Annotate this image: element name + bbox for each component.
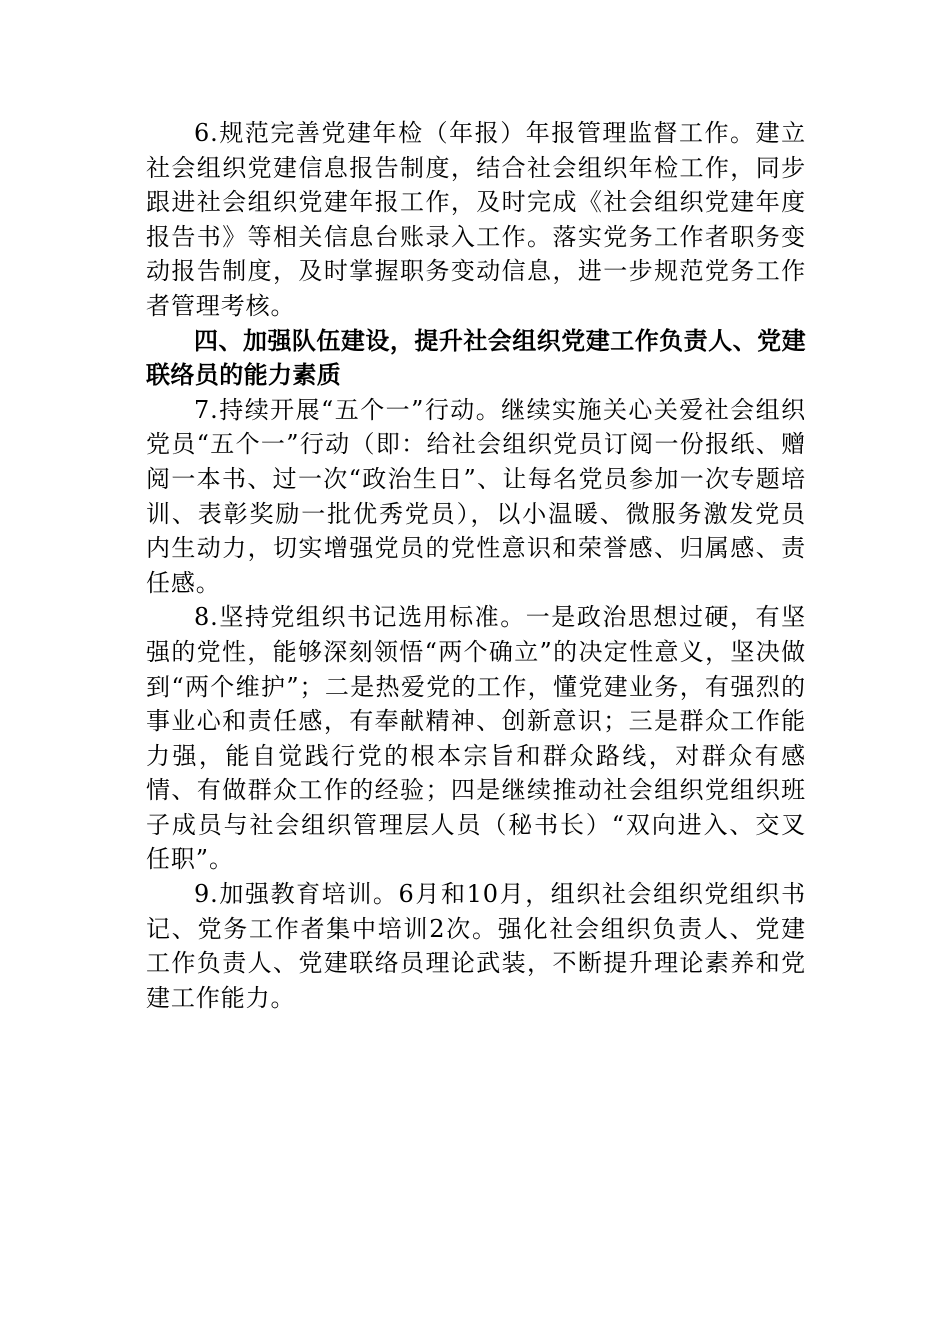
paragraph-7-five-ones: 7.持续开展“五个一”行动。继续实施关心关爱社会组织党员“五个一”行动（即：给社会组织党员订阅一份报纸、赠阅一本书、过一次“政治生日”、让每名党员参加一次专题培训、表彰奖励一批优秀党员），以小温暖、微服务激发党员内生动力，切实增强党员的党性意识和荣誉感、归属感、责任感。 <box>146 395 806 597</box>
paragraph-9-training: 9.加强教育培训。6月和10月，组织社会组织党组织书记、党务工作者集中培训2次。强化社会组织负责人、党建工作负责人、党建联络员理论武装，不断提升理论素养和党建工作能力。 <box>146 880 806 1012</box>
paragraph-6-annual-report: 6.规范完善党建年检（年报）年报管理监督工作。建立社会组织党建信息报告制度，结合社会组织年检工作，同步跟进社会组织党建年报工作，及时完成《社会组织党建年度报告书》等相关信息台账录入工作。落实党务工作者职务变动报告制度，及时掌握职务变动信息，进一步规范党务工作者管理考核。 <box>146 119 806 320</box>
paragraph-8-secretary-standards: 8.坚持党组织书记选用标准。一是政治思想过硬，有坚强的党性，能够深刻领悟“两个确立”的决定性意义，坚决做到“两个维护”；二是热爱党的工作，懂党建业务，有强烈的事业心和责任感，有奉献精神、创新意识；三是群众工作能力强，能自觉践行党的根本宗旨和群众路线，对群众有感情、有做群众工作的经验；四是继续推动社会组织党组织班子成员与社会组织管理层人员（秘书长）“双向进入、交叉任职”。 <box>146 603 806 874</box>
document-page <box>146 116 806 1015</box>
section-heading-4: 四、加强队伍建设，提升社会组织党建工作负责人、党建联络员的能力素质 <box>146 326 806 390</box>
